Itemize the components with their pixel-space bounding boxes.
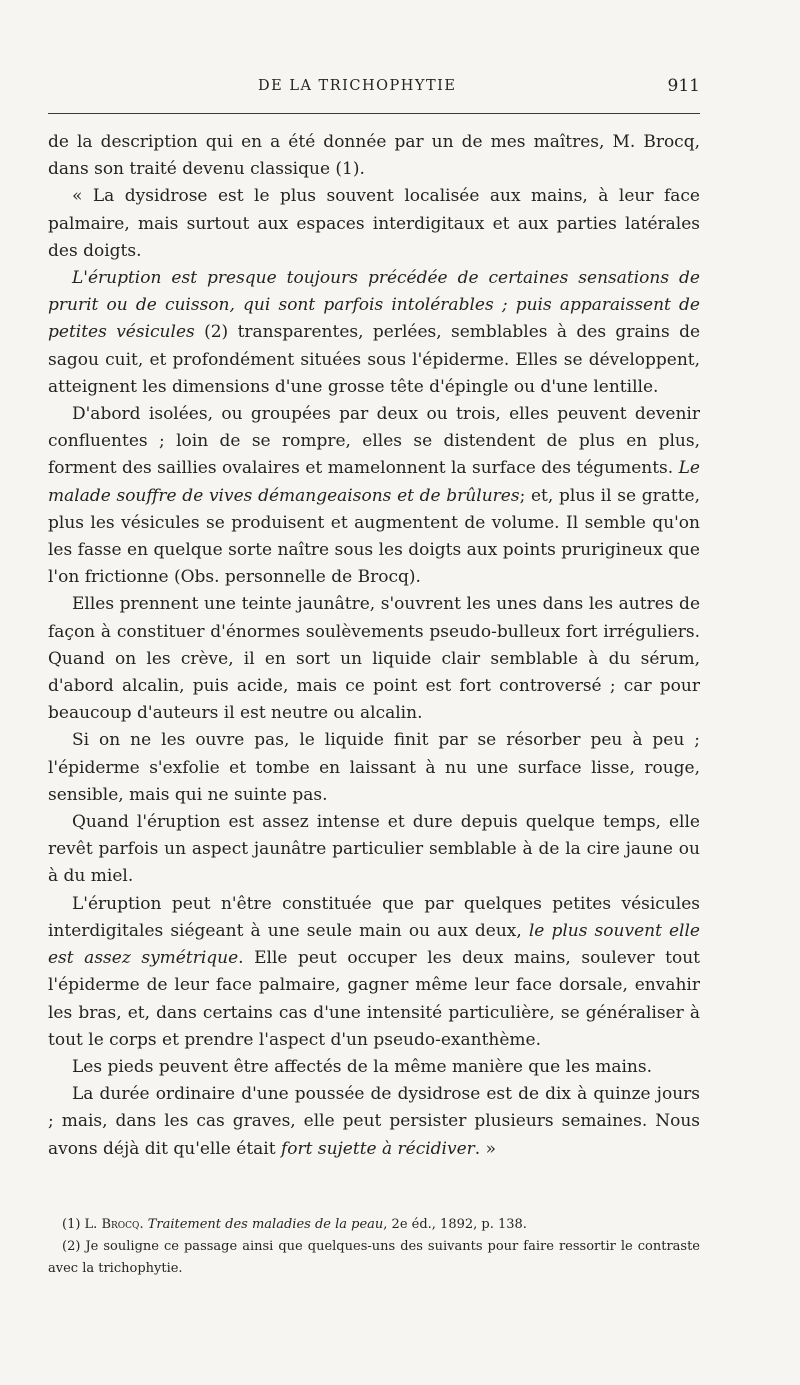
paragraph: de la description qui en a été donnée par un de mes maîtres, M. Brocq, dans son traité devenu classique (1). <box>48 132 700 180</box>
paragraph: Elles prennent une teinte jaunâtre, s'ouvrent les unes dans les autres de façon à constituer d'énormes soulèvements pseudo-bulleux fort irréguliers. Quand on les crève, il en sort un liquide clair semblable à du sérum, d'abord alcalin, puis acide, mais ce point est fort controversé ; car pour beaucoup d'auteurs il est neutre ou alcalin. <box>48 594 700 724</box>
paragraph: Les pieds peuvent être affectés de la même manière que les mains. <box>72 1056 652 1077</box>
emphasis: L'éruption est presque toujours précédée de certaines sensations de prurit ou de cuisson, qui sont parfois intolérables ; puis apparaissent de petites vésicules <box>48 268 700 343</box>
paragraph: Quand l'éruption est assez intense et dure depuis quelque temps, elle revêt parfois un aspect jaunâtre particulier semblable à de la cire jaune ou à du miel. <box>48 812 700 887</box>
body-text <box>48 129 700 1163</box>
page-number: 911 <box>667 76 700 96</box>
paragraph: L'éruption peut n'être constituée que par quelques petites vésicules interdigitales siégeant à une seule main ou aux deux, le plus souvent elle est assez symétrique. Elle peut occuper les deux mains, soulever tout l'épiderme de leur face palmaire, gagner même leur face dorsale, envahir les bras, et, dans certains cas d'une intensité particulière, se généraliser à tout le corps et prendre l'aspect d'un pseudo-exanthème. <box>48 893 700 1050</box>
paragraph: La durée ordinaire d'une poussée de dysidrose est de dix à quinze jours ; mais, dans les cas graves, elle peut persister plusieurs semaines. Nous avons déjà dit qu'elle était fort sujette à récidiver. » <box>48 1084 700 1159</box>
paragraph: Si on ne les ouvre pas, le liquide finit par se résorber peu à peu ; l'épiderme s'exfolie et tombe en laissant à nu une surface lisse, rouge, sensible, mais qui ne suinte pas. <box>48 730 700 805</box>
page-header <box>48 74 700 102</box>
footnote-author: Brocq <box>101 1217 140 1232</box>
footnotes <box>48 1214 700 1280</box>
running-title: DE LA TRICHOPHYTIE <box>258 78 457 94</box>
paragraph: L'éruption est presque toujours précédée de certaines sensations de prurit ou de cuisson, qui sont parfois intolérables ; puis apparaissent de petites vésicules (2) transparentes, perlées, semblables à des grains de sagou cuit, et profondément situées sous l'épiderme. Elles se développent, atteignent les dimensions d'une grosse tête d'épingle ou d'une lentille. <box>48 268 701 397</box>
emphasis: Le malade souffre de vives démangeaisons et de brûlures <box>48 458 700 506</box>
footnote-2: (2) Je souligne ce passage ainsi que quelques-uns des suivants pour faire ressortir le contraste avec la trichophytie. <box>48 1239 700 1276</box>
footnote-title: Traitement des maladies de la peau <box>147 1217 384 1232</box>
emphasis: fort sujette à récidiver <box>280 1138 475 1159</box>
header-rule <box>48 113 700 114</box>
paragraph: D'abord isolées, ou groupées par deux ou trois, elles peuvent devenir confluentes ; loin de se rompre, elles se distendent de plus en plus, forment des saillies ovalaires et mamelonnent la surface des téguments. Le malade souffre de vives démangeaisons et de brûlures; et, plus il se gratte, plus les vésicules se produisent et augmentent de volume. Il semble qu'on les fasse en quelque sorte naître sous les doigts aux points prurigineux que l'on frictionne (Obs. personnelle de Brocq). <box>48 404 700 588</box>
footnote-1: (1) L. Brocq. Traitement des maladies de la peau, 2e éd., 1892, p. 138. <box>62 1217 527 1232</box>
emphasis: le plus souvent elle est assez symétrique <box>48 920 700 969</box>
paragraph: « La dysidrose est le plus souvent localisée aux mains, à leur face palmaire, mais surtout aux espaces interdigitaux et aux parties latérales des doigts. <box>48 186 700 261</box>
